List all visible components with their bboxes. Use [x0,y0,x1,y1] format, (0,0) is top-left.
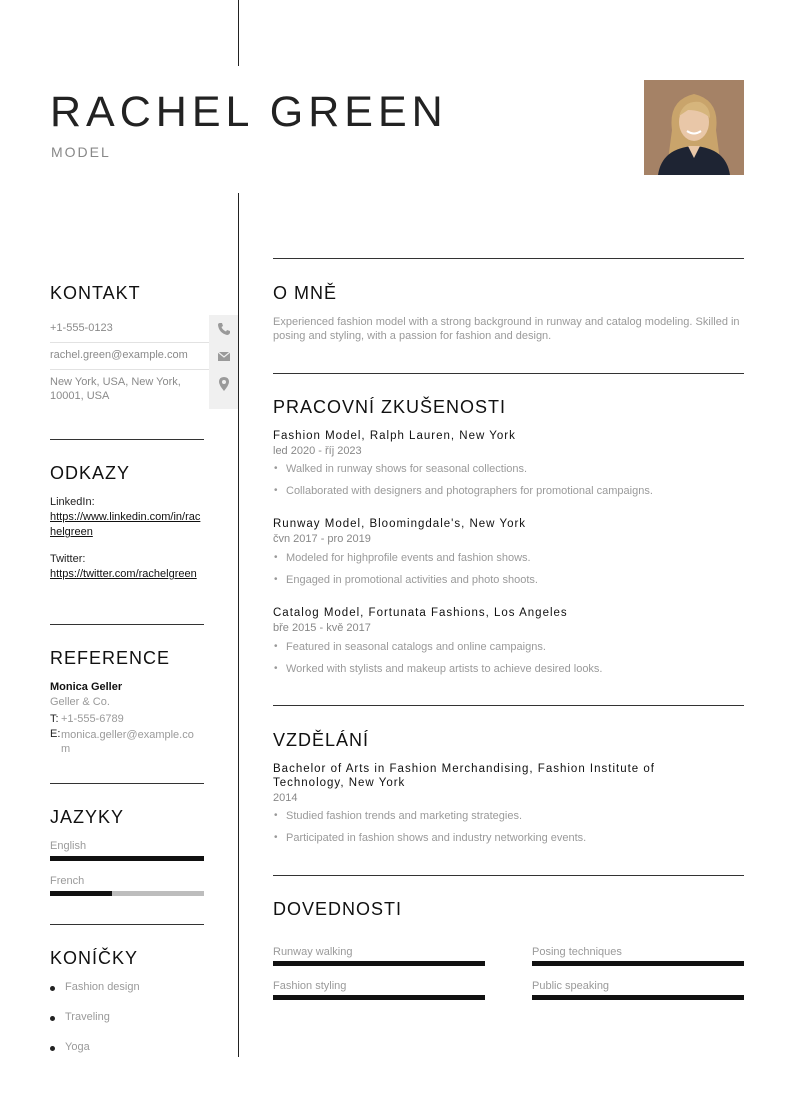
language-french-bar [50,891,204,896]
profile-photo [644,80,744,175]
skills-title: DOVEDNOSTI [273,899,403,919]
column-divider-line [238,193,239,1057]
language-english-fill [50,856,204,861]
skill-bar [273,995,485,1000]
job-responsibility: Modeled for highprofile events and fashion shows. [286,552,531,564]
skill-bar [273,961,485,966]
skill-bar [532,961,744,966]
linkedin-label: LinkedIn: [50,496,95,508]
bullet-icon: • [274,810,278,821]
bullet-icon: • [274,552,278,563]
bullet-icon: • [274,641,278,652]
hobby-bullet [50,986,55,991]
education-title: VZDĚLÁNÍ [273,730,370,750]
language-english-label: English [50,840,87,852]
location-pin-icon [218,376,230,392]
reference-phone-label: T: [50,713,59,725]
contact-icon-column [209,315,238,409]
left-divider-4 [50,924,204,925]
candidate-name: RACHEL GREEN [50,88,448,136]
job-date: bře 2015 - kvě 2017 [273,622,371,634]
right-divider-3 [273,705,744,706]
right-divider-1 [273,258,744,259]
hobby-item: Traveling [65,1011,110,1023]
hobby-item: Fashion design [65,981,140,993]
education-item: Studied fashion trends and marketing strategies. [286,810,523,822]
education-year: 2014 [273,792,298,804]
job-date: čvn 2017 - pro 2019 [273,533,371,545]
bullet-icon: • [274,574,278,585]
twitter-label: Twitter: [50,553,86,565]
candidate-role: MODEL [51,144,111,160]
contact-title: KONTAKT [50,283,141,303]
job-responsibility: Walked in runway shows for seasonal collections. [286,463,528,475]
reference-email: monica.geller@example.com [61,729,194,755]
hobbies-title: KONÍČKY [50,948,139,968]
skill-label: Public speaking [532,980,610,992]
links-title: ODKAZY [50,463,131,483]
reference-phone: +1-555-6789 [61,713,124,725]
right-divider-4 [273,875,744,876]
phone-icon [217,322,231,336]
portrait-image [644,80,744,175]
envelope-icon [217,351,231,363]
language-english-bar [50,856,204,861]
job-responsibility: Featured in seasonal catalogs and online campaigns. [286,641,546,653]
job-responsibility: Collaborated with designers and photographers for promotional campaigns. [286,485,653,497]
reference-title: REFERENCE [50,648,171,668]
education-item: Participated in fashion shows and industry networking events. [286,832,587,844]
job-responsibility: Worked with stylists and makeup artists to achieve desired looks. [286,663,603,675]
hobby-item: Yoga [65,1041,90,1053]
bullet-icon: • [274,485,278,496]
education-degree: Bachelor of Arts in Fashion Merchandising, Fashion Institute of Technology, New York [273,763,655,789]
hobby-bullet [50,1046,55,1051]
reference-email-label: E: [50,728,61,740]
language-french-label: French [50,875,85,887]
contact-email: rachel.green@example.com [50,349,188,361]
job-title: Fashion Model, Ralph Lauren, New York [273,430,516,442]
bullet-icon: • [274,463,278,474]
job-title: Catalog Model, Fortunata Fashions, Los Angeles [273,607,568,619]
hobby-bullet [50,1016,55,1021]
job-title: Runway Model, Bloomingdale's, New York [273,518,527,530]
contact-phone: +1-555-0123 [50,322,113,334]
about-title: O MNĚ [273,283,338,303]
skill-label: Runway walking [273,946,353,958]
linkedin-link[interactable]: https://www.linkedin.com/in/rachelgreen [50,511,201,538]
bullet-icon: • [274,832,278,843]
left-divider-1 [50,439,204,440]
about-text: Experienced fashion model with a strong background in runway and catalog modeling. Skilled in posing and styling, with a passion for fashion and design. [273,316,740,342]
experience-title: PRACOVNÍ ZKUŠENOSTI [273,397,507,417]
twitter-link[interactable]: https://twitter.com/rachelgreen [50,568,197,580]
left-divider-3 [50,783,204,784]
right-divider-2 [273,373,744,374]
skill-bar [532,995,744,1000]
skill-label: Posing techniques [532,946,622,958]
reference-name: Monica Geller [50,681,123,693]
language-french-fill [50,891,112,896]
left-divider-2 [50,624,204,625]
job-responsibility: Engaged in promotional activities and photo shoots. [286,574,538,586]
job-date: led 2020 - říj 2023 [273,445,362,457]
reference-company: Geller & Co. [50,696,110,708]
languages-title: JAZYKY [50,807,125,827]
skill-label: Fashion styling [273,980,347,992]
bullet-icon: • [274,663,278,674]
top-divider-line [238,0,239,66]
contact-address: New York, USA, New York, 10001, USA [50,376,181,402]
